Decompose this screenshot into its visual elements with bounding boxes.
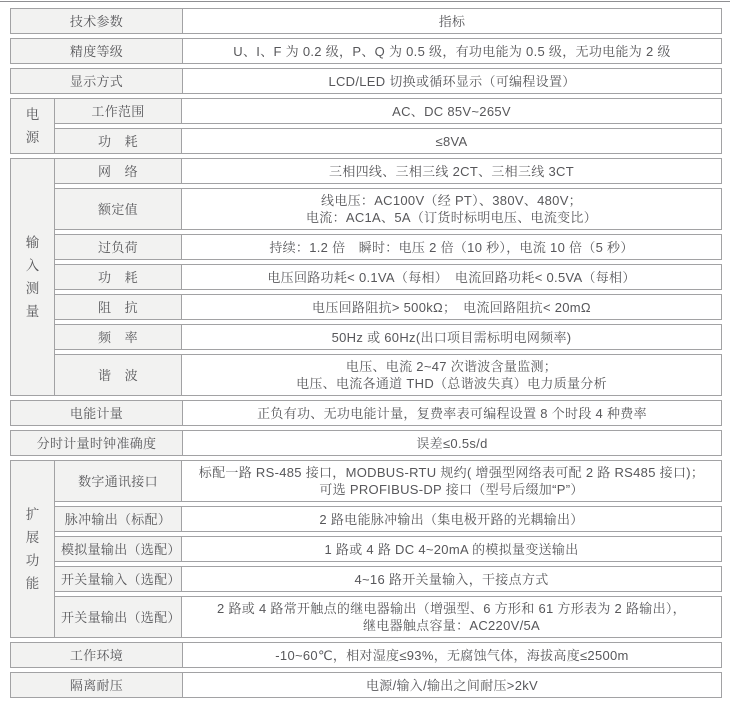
param-rated-value: 额定值 (54, 188, 182, 230)
value-tou-clock-accuracy: 误差≤0.5s/d (182, 430, 722, 456)
table-row (54, 158, 722, 184)
value-impedance: 电压回路阻抗> 500kΩ； 电流回路阻抗< 20mΩ (181, 294, 722, 320)
param-network: 网 络 (54, 158, 182, 184)
value-harmonics (181, 354, 722, 396)
group-band-power-supply (10, 98, 722, 154)
param-digital-comm-interface: 数字通讯接口 (54, 460, 182, 502)
table-row (54, 354, 722, 396)
param-working-environment: 工作环境 (10, 642, 183, 668)
value-display-mode: LCD/LED 切换或循环显示（可编程设置） (182, 68, 722, 94)
value-line: 2 路或 4 路常开触点的继电器输出（增强型、6 方形和 61 方形表为 2 路输出）， (217, 601, 686, 616)
param-pulse-output: 脉冲输出（标配） (54, 506, 182, 532)
group-input-measurement (10, 158, 55, 396)
value-working-environment: -10~60℃，相对湿度≤93%，无腐蚀气体，海拔高度≤2500m (182, 642, 722, 668)
value-energy-metering: 正负有功、无功电能计量，复费率表可编程设置 8 个时段 4 种费率 (182, 400, 722, 426)
value-frequency: 50Hz 或 60Hz(出口项目需标明电网频率) (181, 324, 722, 350)
table-row (10, 8, 722, 34)
table-row (54, 234, 722, 260)
group-label-input-measurement: 输入测量 (25, 235, 40, 319)
param-accuracy-class: 精度等级 (10, 38, 183, 64)
table-row (10, 68, 722, 94)
param-tech-params: 技术参数 (10, 8, 183, 34)
value-pulse-output: 2 路电能脉冲输出（集电极开路的光耦输出） (181, 506, 722, 532)
value-digital-output (181, 596, 722, 638)
value-line: 标配一路 RS-485 接口，MODBUS-RTU 规约( 增强型网络表可配 2 路 RS485 接口)； (198, 465, 705, 480)
table-row (54, 98, 722, 124)
param-frequency: 频 率 (54, 324, 182, 350)
top-rule (0, 1, 730, 2)
param-harmonics: 谐 波 (54, 354, 182, 396)
table-row (54, 264, 722, 290)
table-row (54, 566, 722, 592)
param-energy-metering: 电能计量 (10, 400, 183, 426)
param-display-mode: 显示方式 (10, 68, 183, 94)
table-row (10, 38, 722, 64)
spec-table (10, 8, 722, 698)
value-circuit-consumption: 电压回路功耗< 0.1VA（每相） 电流回路功耗< 0.5VA（每相） (181, 264, 722, 290)
table-row (54, 188, 722, 230)
group-label-power-supply: 电源 (25, 107, 40, 145)
param-isolation-withstand-voltage: 隔离耐压 (10, 672, 183, 698)
param-working-range: 工作范围 (54, 98, 182, 124)
table-row (54, 506, 722, 532)
table-row (10, 430, 722, 456)
param-tou-clock-accuracy: 分时计量时钟准确度 (10, 430, 183, 456)
table-row (54, 294, 722, 320)
group-band-input-measurement (10, 158, 722, 396)
param-impedance: 阻 抗 (54, 294, 182, 320)
value-line: 电压、电流 2~47 次谐波含量监测； (345, 359, 558, 374)
value-line: 可选 PROFIBUS-DP 接口（型号后缀加“P”） (319, 482, 584, 497)
value-accuracy-class: U、I、F 为 0.2 级，P、Q 为 0.5 级，有功电能为 0.5 级，无功电能为 2 级 (182, 38, 722, 64)
value-digital-comm-interface (181, 460, 722, 502)
value-digital-input: 4~16 路开关量输入，干接点方式 (181, 566, 722, 592)
value-indicator-header: 指标 (182, 8, 722, 34)
table-row (10, 642, 722, 668)
value-isolation-withstand-voltage: 电源/输入/输出之间耐压>2kV (182, 672, 722, 698)
value-network: 三相四线、三相三线 2CT、三相三线 3CT (181, 158, 722, 184)
value-power-consumption: ≤8VA (181, 128, 722, 154)
table-row (54, 128, 722, 154)
value-line: 线电压：AC100V（经 PT）、380V、480V； (321, 193, 582, 208)
table-row (54, 536, 722, 562)
table-row (54, 324, 722, 350)
group-rows-power-supply (54, 98, 722, 154)
group-extended-functions (10, 460, 55, 638)
group-band-extended-functions (10, 460, 722, 638)
value-overload: 持续：1.2 倍 瞬时：电压 2 倍（10 秒），电流 10 倍（5 秒） (181, 234, 722, 260)
table-row (10, 672, 722, 698)
param-analog-output: 模拟量输出（选配） (54, 536, 182, 562)
table-row (54, 596, 722, 638)
param-digital-input: 开关量输入（选配） (54, 566, 182, 592)
value-line: 继电器触点容量：AC220V/5A (362, 618, 541, 633)
param-circuit-consumption: 功 耗 (54, 264, 182, 290)
value-line: 电压、电流各通道 THD（总谐波失真）电力质量分析 (296, 376, 607, 391)
group-label-extended-functions: 扩展功能 (25, 507, 40, 591)
value-rated-value (181, 188, 722, 230)
param-digital-output: 开关量输出（选配） (54, 596, 182, 638)
table-row (10, 400, 722, 426)
group-rows-extended-functions (54, 460, 722, 638)
table-row (54, 460, 722, 502)
value-line: 电流：AC1A、5A（订货时标明电压、电流变比） (305, 210, 598, 225)
group-rows-input-measurement (54, 158, 722, 396)
group-power-supply (10, 98, 55, 154)
param-power-consumption: 功 耗 (54, 128, 182, 154)
value-analog-output: 1 路或 4 路 DC 4~20mA 的模拟量变送输出 (181, 536, 722, 562)
value-working-range: AC、DC 85V~265V (181, 98, 722, 124)
param-overload: 过负荷 (54, 234, 182, 260)
